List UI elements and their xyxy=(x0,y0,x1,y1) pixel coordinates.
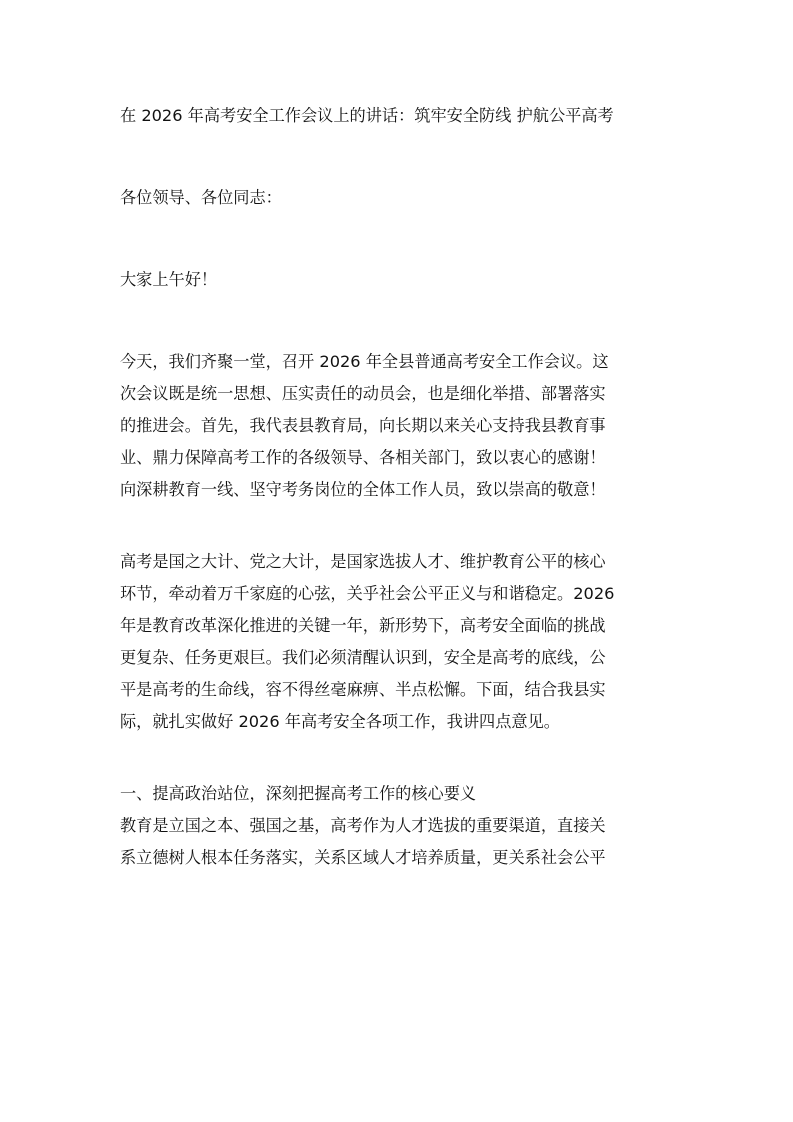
paragraph-opening xyxy=(120,346,680,506)
speech-title: 在 2026 年高考安全工作会议上的讲话：筑牢安全防线 护航公平高考 xyxy=(120,106,614,125)
paragraph-line: 的推进会。首先，我代表县教育局，向长期以来关心支持我县教育事 xyxy=(120,416,606,435)
paragraph-line: 平是高考的生命线，容不得丝毫麻痹、半点松懈。下面，结合我县实 xyxy=(120,680,606,699)
paragraph-line: 教育是立国之本、强国之基，高考作为人才选拔的重要渠道，直接关 xyxy=(120,816,606,835)
section-heading: 一、提高政治站位，深刻把握高考工作的核心要义 xyxy=(120,784,477,803)
paragraph-line: 系立德树人根本任务落实，关系区域人才培养质量，更关系社会公平 xyxy=(120,848,606,867)
paragraph-line: 次会议既是统一思想、压实责任的动员会，也是细化举措、部署落实 xyxy=(120,384,606,403)
salutation: 各位领导、各位同志： xyxy=(120,188,282,207)
paragraph-line: 向深耕教育一线、坚守考务岗位的全体工作人员，致以崇高的敬意！ xyxy=(120,480,606,499)
paragraph-context xyxy=(120,546,680,738)
paragraph-line: 今天，我们齐聚一堂，召开 2026 年全县普通高考安全工作会议。这 xyxy=(120,352,609,371)
paragraph-line: 高考是国之大计、党之大计，是国家选拔人才、维护教育公平的核心 xyxy=(120,552,606,571)
greeting: 大家上午好！ xyxy=(120,270,218,289)
paragraph-line: 环节，牵动着万千家庭的心弦，关乎社会公平正义与和谐稳定。2026 xyxy=(120,584,615,603)
document-body xyxy=(120,100,680,874)
paragraph-line: 更复杂、任务更艰巨。我们必须清醒认识到，安全是高考的底线，公 xyxy=(120,648,606,667)
section-paragraph xyxy=(120,810,680,874)
paragraph-line: 际，就扎实做好 2026 年高考安全各项工作，我讲四点意见。 xyxy=(120,712,560,731)
paragraph-line: 年是教育改革深化推进的关键一年，新形势下，高考安全面临的挑战 xyxy=(120,616,606,635)
paragraph-line: 业、鼎力保障高考工作的各级领导、各相关部门，致以衷心的感谢！ xyxy=(120,448,606,467)
